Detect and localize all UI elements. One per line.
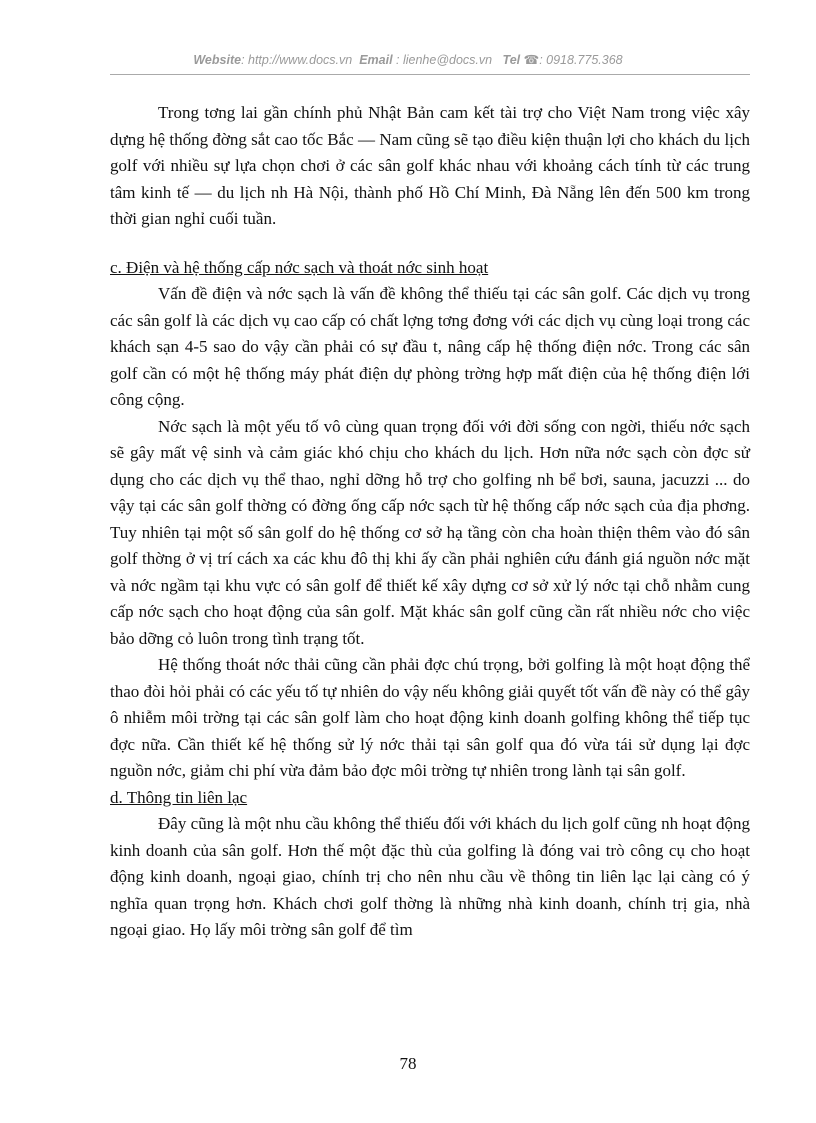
section-heading-c: c. Điện và hệ thống cấp nớc sạch và thoát nớc sinh hoạt <box>110 257 489 277</box>
tel-value: : 0918.775.368 <box>539 53 623 67</box>
email-label: Email <box>359 53 393 67</box>
paragraph-communication: Đây cũng là một nhu cầu không thể thiếu đối với khách du lịch golf cũng nh hoạt động kinh doanh của sân golf. Hơn thế một đặc thù của golfing là đóng vai trò công cụ cho hoạt động kinh doanh, ngoại giao, chính trị cho nên nhu cầu về thông tin liên lạc lại càng có ý nghĩa quan trọng hơn. Khách chơi golf thờng là những nhà kinh doanh, chính trị gia, nhà ngoại giao. Họ lấy môi trờng sân golf để tìm <box>110 814 750 939</box>
section-heading-d: d. Thông tin liên lạc <box>110 787 248 807</box>
website-label: Website <box>193 53 242 67</box>
document-body <box>110 100 750 944</box>
paragraph-transport: Trong tơng lai gần chính phủ Nhật Bản cam kết tài trợ cho Việt Nam trong việc xây dựng hệ thống đờng sắt cao tốc Bắc — Nam cũng sẽ tạo điều kiện thuận lợi cho khách du lịch golf với nhiều sự lựa chọn chơi ở các sân golf khác nhau với khoảng cách tính từ các trung tâm kinh tế — du lịch nh Hà Nội, thành phố Hồ Chí Minh, Đà Nẵng lên đến 500 km trong thời gian nghỉ cuối tuần. <box>110 103 750 228</box>
header-divider <box>110 74 750 75</box>
email-value: : lienhe@docs.vn <box>396 53 493 67</box>
website-value: : http://www.docs.vn <box>241 53 353 67</box>
page-number: 78 <box>399 1054 417 1073</box>
paragraph-drainage: Hệ thống thoát nớc thải cũng cần phải đợc chú trọng, bởi golfing là một hoạt động thể thao đòi hỏi phải có các yếu tố tự nhiên do vậy nếu không giải quyết tốt vấn đề này có thể gây ô nhiễm môi trờng tại các sân golf làm cho hoạt động kinh doanh golfing không thể tiếp tục đợc nữa. Cần thiết kế hệ thống sử lý nớc thải tại sân golf qua đó vừa tái sử dụng lại đợc nguồn nớc, giảm chi phí vừa đảm bảo đợc môi trờng tự nhiên trong lành tại sân golf. <box>110 655 750 780</box>
tel-label: Tel <box>502 53 521 67</box>
paragraph-clean-water: Nớc sạch là một yếu tố vô cùng quan trọng đối với đời sống con ngời, thiếu nớc sạch sẽ gây mất vệ sinh và cảm giác khó chịu cho khách du lịch. Hơn nữa nớc sạch còn đợc sử dụng cho các dịch vụ thể thao, nghỉ dỡng hỗ trợ cho golfing nh bể bơi, sauna, jacuzzi ... do vậy tại các sân golf thờng có đờng ống cấp nớc sạch từ hệ thống cấp nớc sạch của địa phơng. Tuy nhiên tại một số sân golf do hệ thống cơ sở hạ tầng còn cha hoàn thiện thêm vào đó sân golf thờng ở vị trí cách xa các khu đô thị khi ấy cần phải nghiên cứu đánh giá nguồn nớc mặt và nớc ngầm tại khu vực có sân golf để thiết kế xây dựng cơ sở xử lý nớc tại chỗ nhằm cung cấp nớc sạch cho hoạt động của sân golf. Mặt khác sân golf cũng cần rất nhiều nớc cho việc bảo dỡng cỏ luôn trong tình trạng tốt. <box>110 416 750 648</box>
page-header <box>0 52 816 67</box>
phone-icon: ☎ <box>523 53 540 67</box>
paragraph-electric-water: Vấn đề điện và nớc sạch là vấn đề không thể thiếu tại các sân golf. Các dịch vụ trong các sân golf là các dịch vụ cao cấp có chất lợng tơng đơng với các dịch vụ cùng loại trong các khách sạn 4-5 sao do vậy cần phải có sự đầu t, nâng cấp hệ thống điện nớc. Trong các sân golf cần có một hệ thống máy phát điện dự phòng trờng hợp mất điện của hệ thống điện lới công cộng. <box>110 284 750 409</box>
